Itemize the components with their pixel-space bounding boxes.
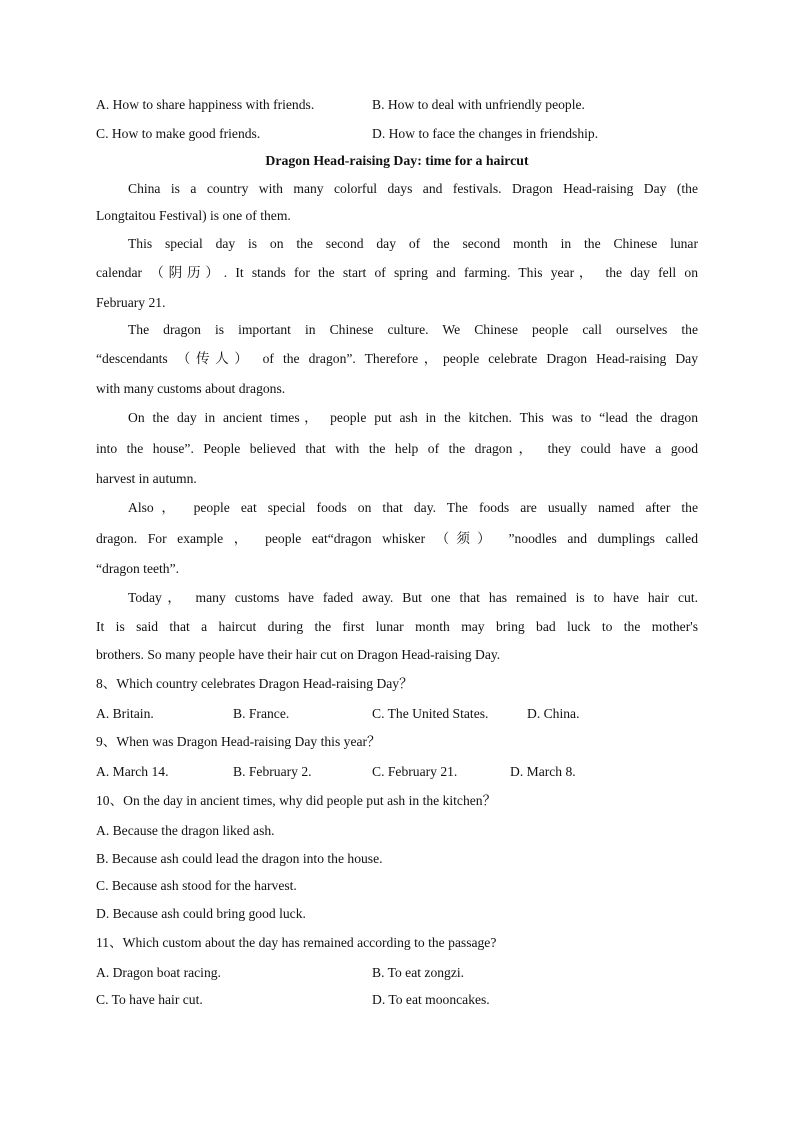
paragraph-2-line-3: February 21. xyxy=(96,295,166,310)
paragraph-4-line-2: into the house”. People believed that with the help of the dragon， they could have a good xyxy=(96,441,698,456)
question-8-option-a: A. Britain. xyxy=(96,706,154,721)
question-9-option-c: C. February 21. xyxy=(372,764,458,779)
question-8-option-d: D. China. xyxy=(527,706,580,721)
question-11-option-d: D. To eat mooncakes. xyxy=(372,992,490,1007)
question-8-stem: 8、Which country celebrates Dragon Head-raising Day？ xyxy=(96,676,413,691)
question-10-option-d: D. Because ash could bring good luck. xyxy=(96,906,306,921)
paragraph-1-line-1: China is a country with many colorful days and festivals. Dragon Head-raising Day (the xyxy=(128,181,698,196)
prev-option-row-2 xyxy=(96,125,599,143)
question-9-option-d: D. March 8. xyxy=(510,764,576,779)
question-11-option-c: C. To have hair cut. xyxy=(96,992,203,1007)
paragraph-3-line-2: “descendants （传人） of the dragon”. Therefore，people celebrate Dragon Head-raising Day xyxy=(96,351,698,366)
question-9-options xyxy=(96,763,698,781)
question-11-option-b: B. To eat zongzi. xyxy=(372,965,465,980)
paragraph-5-line-3: “dragon teeth”. xyxy=(96,561,180,576)
paragraph-4-line-1: On the day in ancient times， people put ash in the kitchen. This was to “lead the dragon xyxy=(128,410,698,425)
prev-option-a: A. How to share happiness with friends. xyxy=(96,97,315,112)
prev-option-row-1 xyxy=(96,96,585,114)
question-8-option-c: C. The United States. xyxy=(372,706,489,721)
question-11-option-row-1 xyxy=(96,964,465,982)
question-9-option-b: B. February 2. xyxy=(233,764,312,779)
question-11-stem: 11、Which custom about the day has remained according to the passage? xyxy=(96,935,497,950)
paragraph-2-line-1: This special day is on the second day of the second month in the Chinese lunar xyxy=(128,236,698,251)
question-11-option-row-2 xyxy=(96,991,490,1009)
paragraph-6-line-1: Today， many customs have faded away. But one that has remained is to have hair cut. xyxy=(128,590,698,605)
paragraph-1-line-2: Longtaitou Festival) is one of them. xyxy=(96,208,291,223)
question-10-option-b: B. Because ash could lead the dragon into the house. xyxy=(96,851,383,866)
paragraph-5-line-2: dragon. For example ， people eat“dragon whisker （须） ”noodles and dumplings called xyxy=(96,531,698,546)
question-10-option-a: A. Because the dragon liked ash. xyxy=(96,823,275,838)
question-10-stem: 10、On the day in ancient times, why did people put ash in the kitchen？ xyxy=(96,793,497,808)
question-8-options xyxy=(96,705,698,723)
prev-option-b: B. How to deal with unfriendly people. xyxy=(372,97,585,112)
question-11-option-a: A. Dragon boat racing. xyxy=(96,965,221,980)
paragraph-6-line-3: brothers. So many people have their hair cut on Dragon Head-raising Day. xyxy=(96,647,501,662)
paragraph-4-line-3: harvest in autumn. xyxy=(96,471,197,486)
question-10-option-c: C. Because ash stood for the harvest. xyxy=(96,878,297,893)
paragraph-2-line-2: calendar （阴历）. It stands for the start of spring and farming. This year， the day fell on xyxy=(96,265,698,280)
article-title: Dragon Head-raising Day: time for a haircut xyxy=(265,153,529,168)
prev-option-d: D. How to face the changes in friendship. xyxy=(372,126,599,141)
paragraph-3-line-3: with many customs about dragons. xyxy=(96,381,286,396)
paragraph-6-line-2: It is said that a haircut during the first lunar month may bring bad luck to the mother's xyxy=(96,619,698,634)
prev-option-c: C. How to make good friends. xyxy=(96,126,261,141)
paragraph-5-line-1: Also， people eat special foods on that day. The foods are usually named after the xyxy=(128,500,698,515)
question-8-option-b: B. France. xyxy=(233,706,290,721)
question-9-stem: 9、When was Dragon Head-raising Day this year？ xyxy=(96,734,381,749)
question-9-option-a: A. March 14. xyxy=(96,764,169,779)
paragraph-3-line-1: The dragon is important in Chinese culture. We Chinese people call ourselves the xyxy=(128,322,698,337)
